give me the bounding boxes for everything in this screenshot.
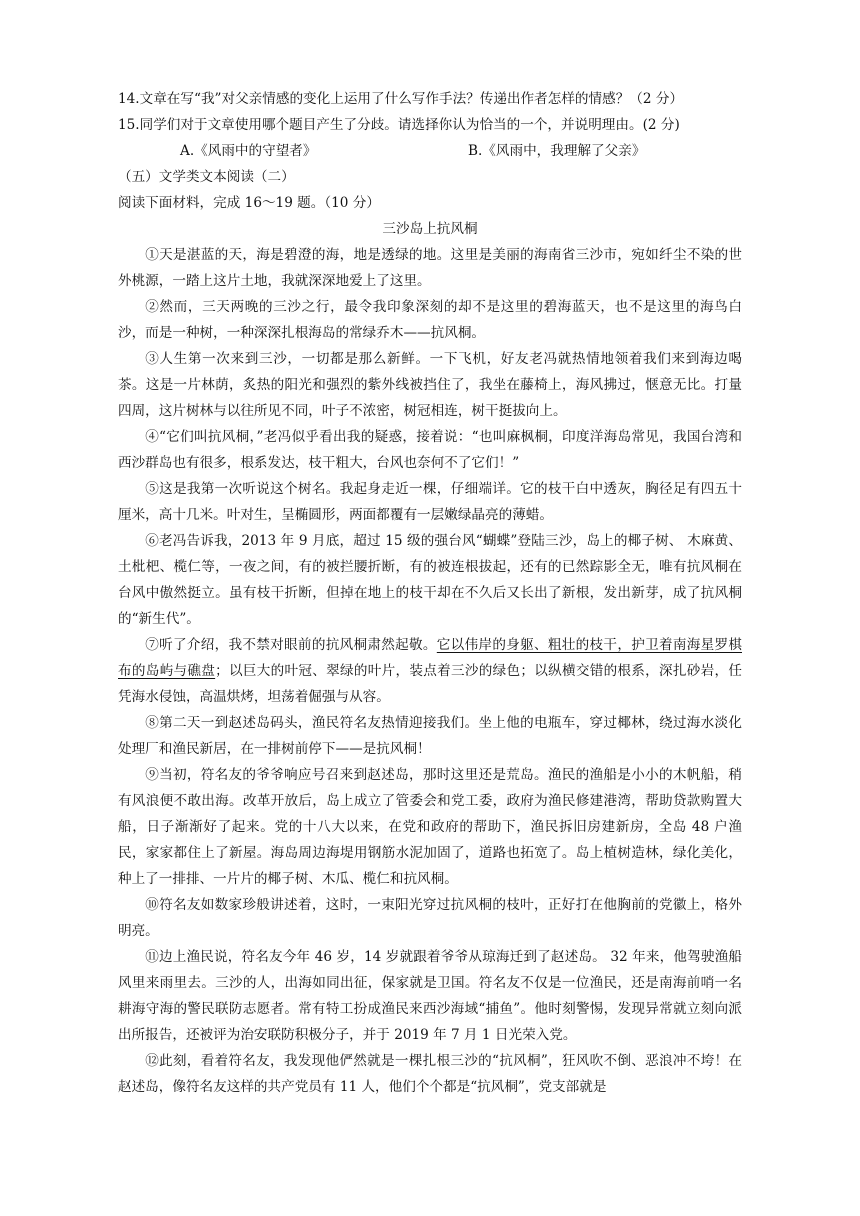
paragraph-4: ④“它们叫抗风桐，”老冯似乎看出我的疑惑，接着说：“也叫麻枫桐，印度洋海岛常见，我国台湾和西沙群岛也有很多，根系发达，枝干粗大，台风也奈何不了它们！” [118, 429, 742, 471]
section-instruction: 阅读下面材料，完成 16～19 题。（10 分） [118, 195, 380, 211]
paragraph-8: ⑧第二天一到赵述岛码头，渔民符名友热情迎接我们。坐上他的电瓶车，穿过椰林，绕过海水淡化处理厂和渔民新居，在一排树前停下——是抗风桐！ [118, 715, 742, 757]
paragraph-7-start: ⑦听了介绍，我不禁对眼前的抗风桐肃然起敬。 [145, 637, 437, 653]
paragraph-7 [118, 632, 742, 710]
article-title: 三沙岛上抗风桐 [382, 221, 478, 237]
section-heading: （五）文学类文本阅读（二） [118, 169, 295, 185]
document-page [118, 86, 742, 1100]
paragraph-6: ⑥老冯告诉我，2013 年 9 月底，超过 15 级的强台风“蝴蝶”登陆三沙，岛上的椰子树、 木麻黄、土枇杷、榄仁等，一夜之间，有的被拦腰折断，有的被连根拔起，还有的已然踪影全无，唯有抗风桐在台风中傲然挺立。虽有枝干折断，但掉在地上的枝干却在不久后又长出了新根，发出新芽，成了抗风桐的“新生代”。 [118, 533, 742, 627]
paragraph-9: ⑨当初，符名友的爷爷响应号召来到赵述岛，那时这里还是荒岛。渔民的渔船是小小的木帆船，稍有风浪便不敢出海。改革开放后，岛上成立了管委会和党工委，政府为渔民修建港湾，帮助贷款购置大船，日子渐渐好了起来。党的十八大以来，在党和政府的帮助下，渔民拆旧房建新房，全岛 48 户渔民，家家都住上了新屋。海岛周边海堤用钢筋水泥加固了，道路也拓宽了。岛上植树造林，绿化美化，种上了一排排、一片片的椰子树、木瓜、榄仁和抗风桐。 [118, 767, 742, 887]
paragraph-10: ⑩符名友如数家珍般讲述着，这时，一束阳光穿过抗风桐的枝叶，正好打在他胸前的党徽上，格外明亮。 [118, 897, 742, 939]
question-15: 15.同学们对于文章使用哪个题目产生了分歧。请选择你认为恰当的一个，并说明理由。(2 分) [118, 117, 680, 133]
paragraph-2: ②然而，三天两晚的三沙之行，最令我印象深刻的却不是这里的碧海蓝天，也不是这里的海鸟白沙，而是一种树，一种深深扎根海岛的常绿乔木——抗风桐。 [118, 299, 742, 341]
paragraph-5: ⑤这是我第一次听说这个树名。我起身走近一棵，仔细端详。它的枝干白中透灰，胸径足有四五十厘米，高十几米。叶对生，呈椭圆形，两面都覆有一层嫩绿晶亮的薄蜡。 [118, 481, 742, 523]
option-b: B.《风雨中，我理解了父亲》 [468, 143, 646, 159]
paragraph-7-end: ；以巨大的叶冠、翠绿的叶片，装点着三沙的绿色；以纵横交错的根系，深扎砂岩，任凭海水侵蚀，高温烘烤，坦荡着倔强与从容。 [118, 663, 743, 705]
question-15-options [118, 138, 742, 164]
underlined-sentence: 它以伟岸的身躯、粗壮的枝干，护卫着南海星罗棋布的岛屿与礁盘 [118, 637, 742, 679]
paragraph-12: ⑫此刻，看着符名友，我发现他俨然就是一棵扎根三沙的“抗风桐”，狂风吹不倒、恶浪冲不垮！在赵述岛，像符名友这样的共产党员有 11 人，他们个个都是“抗风桐”，党支部就是 [118, 1053, 742, 1095]
paragraph-11: ⑪边上渔民说，符名友今年 46 岁，14 岁就跟着爷爷从琼海迁到了赵述岛。 32 年来，他驾驶渔船风里来雨里去。三沙的人，出海如同出征，保家就是卫国。符名友不仅是一位渔民，还是南海前哨一名耕海守海的警民联防志愿者。常有特工扮成渔民来西沙海域“捕鱼”。他时刻警惕，发现异常就立刻向派出所报告，还被评为治安联防积极分子，并于 2019 年 7 月 1 日光荣入党。 [118, 949, 742, 1043]
option-a: A.《风雨中的守望者》 [180, 143, 317, 159]
paragraph-1: ①天是湛蓝的天，海是碧澄的海，地是透绿的地。这里是美丽的海南省三沙市，宛如纤尘不染的世外桃源，一踏上这片土地，我就深深地爱上了这里。 [118, 247, 742, 289]
question-14: 14.文章在写“我”对父亲情感的变化上运用了什么写作手法？传递出作者怎样的情感？（2 分） [118, 91, 684, 107]
paragraph-3: ③人生第一次来到三沙，一切都是那么新鲜。一下飞机，好友老冯就热情地领着我们来到海边喝茶。这是一片林荫，炙热的阳光和强烈的紫外线被挡住了，我坐在藤椅上，海风拂过，惬意无比。打量四周，这片树林与以往所见不同，叶子不浓密，树冠相连，树干挺拔向上。 [118, 351, 742, 419]
